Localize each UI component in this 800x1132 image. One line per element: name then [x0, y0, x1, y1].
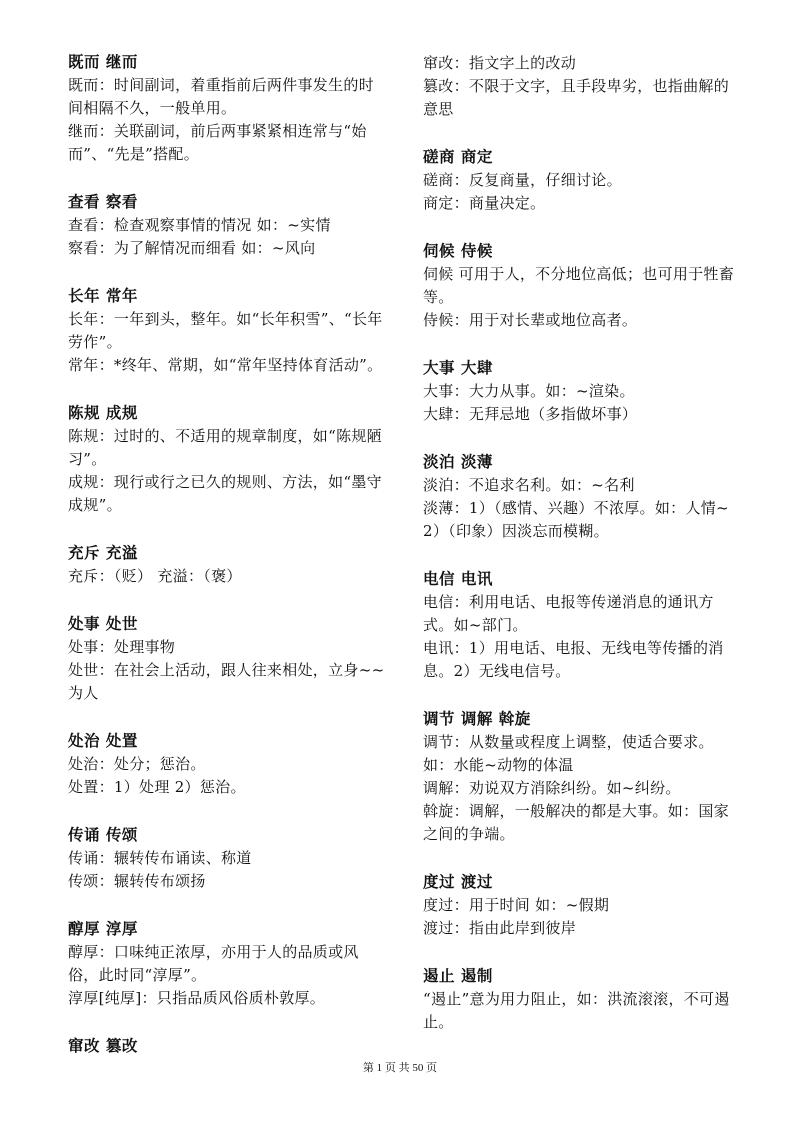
- entry-line: 电讯：1）用电话、电报、无线电等传播的消息。2）无线电信号。: [423, 639, 724, 680]
- entry-title: 传诵 传颂: [68, 826, 138, 844]
- entry-line: 察看：为了解情况而细看 如：~风向: [68, 239, 316, 257]
- entry: [68, 192, 386, 260]
- entry: [423, 709, 735, 846]
- entry-title: 充斥 充溢: [68, 544, 138, 562]
- entry-line: 侍候：用于对长辈或地位高者。: [423, 311, 638, 329]
- entry-title: 既而 继而: [68, 53, 138, 71]
- entry: [68, 731, 386, 799]
- entry: [68, 919, 386, 1010]
- entry-line: 渡过：指由此岸到彼岸: [423, 919, 577, 937]
- entry-line: 陈规：过时的、不适用的规章制度，如“陈规陋习”。: [68, 427, 382, 468]
- entry: [423, 452, 735, 543]
- right-column: [423, 52, 735, 1060]
- entry: [423, 872, 735, 940]
- entry-line: 调解：劝说双方消除纠纷。如~纠纷。: [423, 779, 681, 797]
- entry: [68, 614, 386, 705]
- entry-title: 遏止 遏制: [423, 967, 493, 985]
- entry: [68, 403, 386, 517]
- entry-title: 处治 处置: [68, 732, 138, 750]
- entry-line: 淡薄：1）（感情、兴趣）不浓厚。如：人情~ 2）（印象）因淡忘而模糊。: [423, 499, 729, 540]
- entry-line: 处世：在社会上活动，跟人往来相处，立身~~为人: [68, 661, 385, 702]
- entry-title: 电信 电讯: [423, 570, 493, 588]
- entry: [68, 543, 386, 588]
- entry-line: 处事：处理事物: [68, 638, 176, 656]
- entry: [68, 52, 386, 166]
- entry-title: 磋商 商定: [423, 148, 493, 166]
- entry-title: 调节 调解 斡旋: [423, 710, 531, 728]
- entry-line: 成规：现行或行之已久的规则、方法，如“墨守成规”。: [68, 473, 382, 514]
- entry-title: 窜改 篡改: [68, 1037, 138, 1055]
- entry-line: 大肆：无拜忌地（多指做坏事）: [423, 405, 638, 423]
- entry-line: 大事：大力从事。如：~渲染。: [423, 382, 635, 400]
- entry-title: 陈规 成规: [68, 404, 138, 422]
- entry-line: 篡改：不限于文字，且手段卑劣，也指曲解的意思: [423, 77, 730, 118]
- entry-line: 斡旋：调解，一般解决的都是大事。如：国家之间的争端。: [423, 802, 730, 843]
- entry-title: 查看 察看: [68, 193, 138, 211]
- entry-line: 长年：一年到头，整年。如“长年积雪”、“长年劳作”。: [68, 310, 383, 351]
- entry: [423, 241, 735, 332]
- entry-line: 窜改：指文字上的改动: [423, 54, 577, 72]
- entry-title: 长年 常年: [68, 287, 138, 305]
- entry-line: 淡泊：不追求名利。如：~名利: [423, 476, 635, 494]
- entry: [423, 569, 735, 683]
- entry-title: 淡泊 淡薄: [423, 453, 493, 471]
- entry-title: 醇厚 淳厚: [68, 920, 138, 938]
- entry-line: 如：水能~动物的体温: [423, 756, 574, 774]
- entry-line: 醇厚：口味纯正浓厚，亦用于人的品质或风俗，此时同“淳厚”。: [68, 943, 359, 984]
- entry: [68, 286, 386, 377]
- entry-line: 处置：1）处理 2）惩治。: [68, 778, 246, 796]
- entry-line: 调节：从数量或程度上调整，使适合要求。: [423, 733, 714, 751]
- entry-line: 充斥：（贬） 充溢：（褒）: [68, 567, 242, 585]
- entry-title: 大事 大肆: [423, 359, 493, 377]
- entry: [423, 147, 735, 215]
- entry-line: 淳厚[纯厚]：只指品质风俗质朴敦厚。: [68, 989, 326, 1007]
- entry-line: 传诵：辗转传布诵读、称道: [68, 849, 252, 867]
- entry-line: 常年：*终年、常期，如“常年坚持体育活动”。: [68, 356, 383, 374]
- entry-line: 伺候 可用于人，不分地位高低；也可用于牲畜等。: [423, 265, 735, 306]
- entry: [423, 966, 735, 1034]
- entry-title: 处事 处世: [68, 615, 138, 633]
- left-column: [68, 52, 386, 1084]
- entry-line: 传颂：辗转传布颂扬: [68, 872, 206, 890]
- entry-line: 继而：关联副词，前后两事紧紧相连常与“始而”、“先是”搭配。: [68, 122, 367, 163]
- entry: [68, 1036, 386, 1058]
- entry-title: 度过 渡过: [423, 873, 493, 891]
- entry-line: 查看：检查观察事情的情况 如：~实情: [68, 216, 331, 234]
- entry-line: 磋商：反复商量，仔细讨论。: [423, 171, 622, 189]
- entry-line: 电信：利用电话、电报等传递消息的通讯方式。如~部门。: [423, 593, 714, 634]
- entry: [423, 52, 735, 121]
- entry-line: 既而：时间副词，着重指前后两件事发生的时间相隔不久，一般单用。: [68, 76, 375, 117]
- entry-line: 处治：处分；惩治。: [68, 755, 206, 773]
- entry-line: 度过：用于时间 如：~假期: [423, 896, 610, 914]
- page-footer: 第 1 页 共 50 页: [362, 1062, 438, 1074]
- entry: [68, 825, 386, 893]
- entry: [423, 358, 735, 426]
- entry-line: “遏止”意为用力阻止，如：洪流滚滚，不可遏止。: [423, 990, 730, 1031]
- entry-line: 商定：商量决定。: [423, 194, 546, 212]
- entry-title: 伺候 侍候: [423, 242, 493, 260]
